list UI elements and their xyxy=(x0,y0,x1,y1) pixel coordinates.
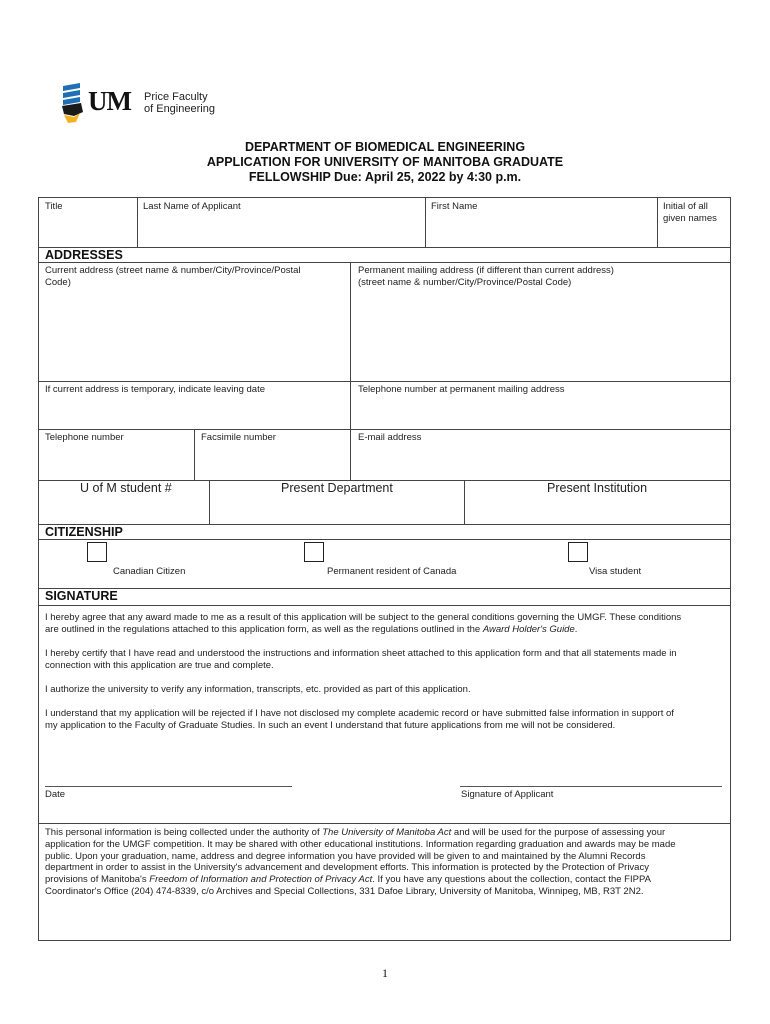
fippa-act-title: Freedom of Information and Protection of Privacy Act xyxy=(149,874,373,886)
privacy-line-5-text: provisions of Manitoba's xyxy=(45,874,150,886)
disclosure-line-2: my application to the Faculty of Graduate Studies. In such an event I understand that future applications from me will not be considered. xyxy=(45,719,616,731)
signature-line[interactable] xyxy=(460,786,722,787)
present-institution-label: Present Institution xyxy=(547,481,648,495)
privacy-line-4: department in order to assist in the University's advancement and development efforts. This information is protected by the Protection of Privacy xyxy=(45,862,649,874)
signature-heading: SIGNATURE xyxy=(45,589,118,603)
divider xyxy=(38,524,731,525)
certification-line-1: I hereby certify that I have read and understood the instructions and information sheet attached to this application form and that all statements made in xyxy=(45,648,677,659)
privacy-line-1-end: and will be used for the purpose of assessing your xyxy=(451,827,666,838)
divider xyxy=(209,480,210,524)
page-number: 1 xyxy=(382,966,388,980)
privacy-line-1-text: This personal information is being collected under the authority of xyxy=(45,827,323,838)
date-line[interactable] xyxy=(45,786,292,787)
permanent-resident-label: Permanent resident of Canada xyxy=(327,566,457,577)
privacy-line-5 xyxy=(45,874,717,886)
privacy-line-6: Coordinator's Office (204) 474-8339, c/o Archives and Special Collections, 331 Dafoe Library, University of Manitoba, Winnipeg, MB, R3T 2N2. xyxy=(45,885,644,897)
student-number-label: U of M student # xyxy=(80,481,172,495)
divider xyxy=(425,197,426,247)
divider xyxy=(38,381,731,382)
divider xyxy=(350,262,351,480)
email-label: E-mail address xyxy=(358,432,422,443)
divider xyxy=(137,197,138,247)
permanent-address-line-1: Permanent mailing address (if different than current address) xyxy=(358,265,614,276)
privacy-line-5-end: . If you have any questions about the collection, contact the FIPPA xyxy=(372,874,651,886)
privacy-line-3: public. Upon your graduation, name, address and degree information you have provided will be given to and maintained by the Alumni Records xyxy=(45,850,646,862)
temporary-address-label: If current address is temporary, indicate leaving date xyxy=(45,384,266,395)
signature-of-applicant-label: Signature of Applicant xyxy=(461,789,554,800)
agreement-line-2-end: . xyxy=(574,623,578,635)
last-name-field-label: Last Name of Applicant xyxy=(143,201,241,212)
divider xyxy=(38,605,731,606)
title-line-1: DEPARTMENT OF BIOMEDICAL ENGINEERING xyxy=(244,140,526,154)
divider xyxy=(38,588,731,589)
um-act-title: The University of Manitoba Act xyxy=(322,827,452,838)
certification-paragraph xyxy=(45,648,717,672)
certification-line-2: connection with this application are true and complete. xyxy=(45,659,274,671)
privacy-line-1 xyxy=(45,827,717,839)
current-address-line-1: Current address (street name & number/City/Province/Postal xyxy=(45,265,301,276)
divider xyxy=(38,247,731,248)
title-field-label: Title xyxy=(45,201,63,212)
agreement-line-1: I hereby agree that any award made to me as a result of this application will be subject to the general conditions governing the UMGF. These conditions xyxy=(45,612,682,623)
permanent-address-line-2: (street name & number/City/Province/Postal Code) xyxy=(358,276,572,288)
bison-crest-icon xyxy=(60,82,86,124)
permanent-address-label xyxy=(358,265,614,288)
disclosure-line-1: I understand that my application will be rejected if I have not disclosed my complete academic record or have submitted false information in support of xyxy=(45,708,674,719)
document-title xyxy=(0,140,770,185)
canadian-citizen-label: Canadian Citizen xyxy=(113,566,186,577)
canadian-citizen-checkbox[interactable] xyxy=(87,542,107,562)
disclosure-paragraph xyxy=(45,708,717,732)
award-holders-guide-title: Award Holder's Guide xyxy=(482,623,575,635)
current-address-label xyxy=(45,265,301,288)
divider xyxy=(464,480,465,524)
divider xyxy=(194,429,195,480)
divider xyxy=(657,197,658,247)
authorization-paragraph: I authorize the university to verify any information, transcripts, etc. provided as part of this application. xyxy=(45,684,471,695)
faculty-line-1: Price Faculty xyxy=(144,91,208,103)
faculty-line-2: of Engineering xyxy=(144,103,215,115)
divider xyxy=(38,539,731,540)
privacy-line-2: application for the UMGF competition. It may be shared with other educational institutions. Information regarding graduation and awards may be made xyxy=(45,838,676,850)
present-department-label: Present Department xyxy=(281,481,393,495)
date-label: Date xyxy=(45,789,66,800)
initials-line-1: Initial of all xyxy=(663,201,708,212)
title-line-3: FELLOWSHIP Due: April 25, 2022 by 4:30 p.m. xyxy=(248,170,522,184)
um-letters: UM xyxy=(88,86,131,116)
title-line-2: APPLICATION FOR UNIVERSITY OF MANITOBA GRADUATE xyxy=(206,155,564,169)
agreement-paragraph xyxy=(45,612,717,636)
faculty-name xyxy=(144,91,215,115)
addresses-heading: ADDRESSES xyxy=(45,248,123,262)
initials-field-label xyxy=(663,201,717,224)
permanent-resident-checkbox[interactable] xyxy=(304,542,324,562)
citizenship-heading: CITIZENSHIP xyxy=(45,525,123,539)
um-logo xyxy=(60,82,230,124)
agreement-line-2-text: are outlined in the regulations attached to this application form, as well as the regulations outlined in the xyxy=(45,623,483,635)
visa-student-checkbox[interactable] xyxy=(568,542,588,562)
initials-line-2: given names xyxy=(663,212,717,224)
current-address-line-2: Code) xyxy=(45,276,71,288)
divider xyxy=(38,262,731,263)
divider xyxy=(38,823,731,824)
fax-label: Facsimile number xyxy=(201,432,276,443)
first-name-field-label: First Name xyxy=(431,201,478,212)
telephone-label: Telephone number xyxy=(45,432,124,443)
visa-student-label: Visa student xyxy=(589,566,642,577)
agreement-line-2 xyxy=(45,624,717,636)
privacy-notice xyxy=(45,827,717,898)
permanent-phone-label: Telephone number at permanent mailing address xyxy=(358,384,565,395)
divider xyxy=(38,429,731,430)
